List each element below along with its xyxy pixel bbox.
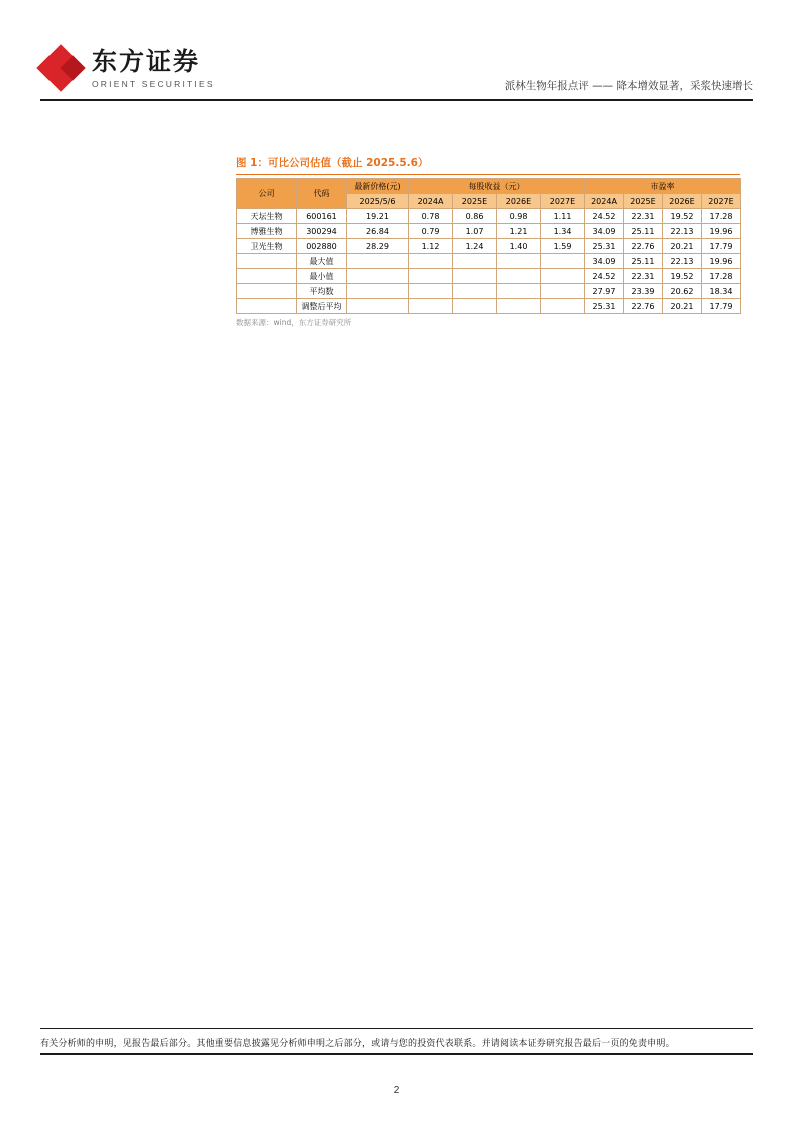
col-company: 公司	[237, 179, 297, 209]
logo-text-english: ORIENT SECURITIES	[92, 79, 215, 89]
cell-blank	[541, 284, 585, 299]
cell-pe-2024a: 27.97	[585, 284, 624, 299]
cell-pe-2026e: 20.21	[663, 239, 702, 254]
col-code: 代码	[297, 179, 347, 209]
orient-securities-logo-icon	[40, 48, 82, 90]
col-eps-2027e: 2027E	[541, 194, 585, 209]
cell-blank	[237, 299, 297, 314]
col-pe-2027e: 2027E	[702, 194, 741, 209]
cell-company: 卫光生物	[237, 239, 297, 254]
cell-eps-2026e: 1.21	[497, 224, 541, 239]
cell-pe-2027e: 19.96	[702, 254, 741, 269]
cell-code: 600161	[297, 209, 347, 224]
cell-eps-2024a: 0.79	[409, 224, 453, 239]
cell-blank	[237, 254, 297, 269]
cell-eps-2027e: 1.59	[541, 239, 585, 254]
cell-pe-2026e: 19.52	[663, 269, 702, 284]
cell-pe-2024a: 25.31	[585, 239, 624, 254]
cell-price: 26.84	[347, 224, 409, 239]
cell-pe-2027e: 17.28	[702, 209, 741, 224]
table-summary-row	[237, 269, 741, 284]
cell-summary-label: 调整后平均	[297, 299, 347, 314]
exhibit-comparable-valuation	[236, 155, 740, 328]
cell-blank	[453, 299, 497, 314]
table-summary-row	[237, 254, 741, 269]
cell-eps-2027e: 1.34	[541, 224, 585, 239]
cell-pe-2024a: 25.31	[585, 299, 624, 314]
cell-blank	[541, 254, 585, 269]
footer-divider-bottom	[40, 1053, 753, 1055]
table-row	[237, 224, 741, 239]
cell-pe-2024a: 34.09	[585, 224, 624, 239]
cell-blank	[409, 284, 453, 299]
cell-blank	[453, 284, 497, 299]
cell-eps-2026e: 1.40	[497, 239, 541, 254]
cell-pe-2027e: 18.34	[702, 284, 741, 299]
cell-summary-label: 最大值	[297, 254, 347, 269]
cell-pe-2026e: 19.52	[663, 209, 702, 224]
cell-blank	[347, 284, 409, 299]
col-pe-2024a: 2024A	[585, 194, 624, 209]
cell-blank	[237, 269, 297, 284]
cell-pe-2027e: 17.79	[702, 299, 741, 314]
brand-logo	[40, 48, 215, 90]
cell-blank	[409, 254, 453, 269]
table-summary-row	[237, 284, 741, 299]
exhibit-title-divider	[236, 174, 740, 175]
cell-pe-2026e: 22.13	[663, 254, 702, 269]
page-header	[0, 0, 793, 100]
cell-blank	[497, 269, 541, 284]
cell-blank	[237, 284, 297, 299]
cell-pe-2025e: 22.76	[624, 299, 663, 314]
cell-blank	[409, 299, 453, 314]
col-eps-2025e: 2025E	[453, 194, 497, 209]
cell-price: 19.21	[347, 209, 409, 224]
cell-pe-2025e: 22.31	[624, 269, 663, 284]
comparable-valuation-table	[236, 178, 741, 314]
cell-blank	[409, 269, 453, 284]
cell-summary-label: 最小值	[297, 269, 347, 284]
cell-eps-2027e: 1.11	[541, 209, 585, 224]
cell-pe-2025e: 23.39	[624, 284, 663, 299]
col-pe-2026e: 2026E	[663, 194, 702, 209]
cell-blank	[497, 284, 541, 299]
cell-company: 博雅生物	[237, 224, 297, 239]
cell-pe-2027e: 17.79	[702, 239, 741, 254]
table-row	[237, 239, 741, 254]
cell-blank	[453, 254, 497, 269]
cell-pe-2024a: 24.52	[585, 209, 624, 224]
cell-pe-2024a: 34.09	[585, 254, 624, 269]
cell-eps-2024a: 0.78	[409, 209, 453, 224]
cell-blank	[541, 269, 585, 284]
cell-pe-2026e: 20.62	[663, 284, 702, 299]
cell-eps-2025e: 1.07	[453, 224, 497, 239]
col-pe-group: 市盈率	[585, 179, 741, 194]
cell-blank	[347, 269, 409, 284]
cell-blank	[347, 254, 409, 269]
cell-blank	[497, 254, 541, 269]
cell-blank	[497, 299, 541, 314]
col-eps-2026e: 2026E	[497, 194, 541, 209]
cell-summary-label: 平均数	[297, 284, 347, 299]
cell-company: 天坛生物	[237, 209, 297, 224]
cell-eps-2026e: 0.98	[497, 209, 541, 224]
page-number: 2	[393, 1085, 400, 1096]
cell-eps-2025e: 1.24	[453, 239, 497, 254]
cell-code: 002880	[297, 239, 347, 254]
table-row	[237, 209, 741, 224]
cell-pe-2024a: 24.52	[585, 269, 624, 284]
cell-blank	[541, 299, 585, 314]
footer-divider-top	[40, 1028, 753, 1029]
header-divider	[40, 99, 753, 101]
exhibit-title: 图 1：可比公司估值（截止 2025.5.6）	[236, 157, 429, 169]
col-price-date: 2025/5/6	[347, 194, 409, 209]
cell-pe-2025e: 25.11	[624, 254, 663, 269]
table-summary-row	[237, 299, 741, 314]
logo-text-chinese: 东方证券	[92, 47, 201, 76]
cell-pe-2025e: 25.11	[624, 224, 663, 239]
table-header-row-1	[237, 179, 741, 194]
cell-pe-2025e: 22.76	[624, 239, 663, 254]
cell-eps-2025e: 0.86	[453, 209, 497, 224]
cell-blank	[347, 299, 409, 314]
running-title: 派林生物年报点评 —— 降本增效显著，采浆快速增长	[504, 80, 753, 92]
cell-price: 28.29	[347, 239, 409, 254]
exhibit-source: 数据来源：wind，东方证券研究所	[236, 318, 352, 327]
col-eps-2024a: 2024A	[409, 194, 453, 209]
col-pe-2025e: 2025E	[624, 194, 663, 209]
cell-blank	[453, 269, 497, 284]
cell-pe-2025e: 22.31	[624, 209, 663, 224]
cell-pe-2027e: 19.96	[702, 224, 741, 239]
cell-pe-2026e: 22.13	[663, 224, 702, 239]
footer-disclaimer: 有关分析师的申明，见报告最后部分。其他重要信息披露见分析师申明之后部分，或请与您的投资代表联系。并请阅读本证券研究报告最后一页的免责申明。	[40, 1039, 675, 1049]
cell-pe-2026e: 20.21	[663, 299, 702, 314]
cell-eps-2024a: 1.12	[409, 239, 453, 254]
cell-code: 300294	[297, 224, 347, 239]
col-eps-group: 每股收益（元）	[409, 179, 585, 194]
cell-pe-2027e: 17.28	[702, 269, 741, 284]
col-latest-price: 最新价格(元)	[347, 179, 409, 194]
